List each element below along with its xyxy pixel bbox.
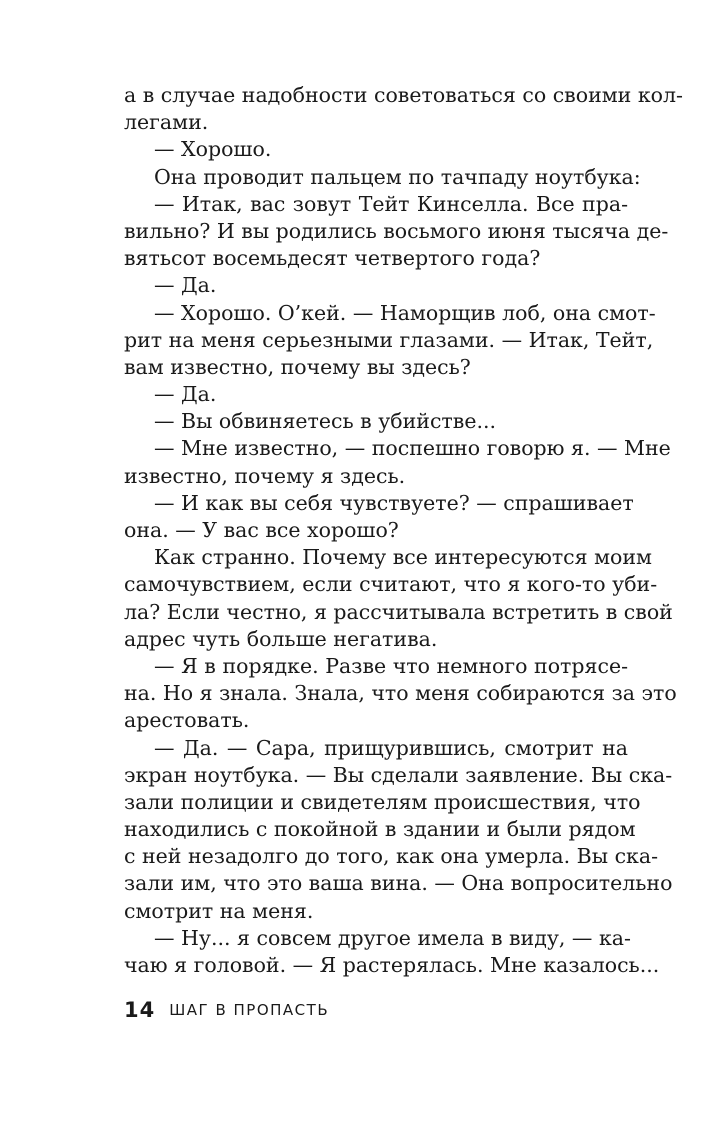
text-line: адрес чуть больше негатива. xyxy=(124,626,438,651)
text-line: легами. xyxy=(124,110,209,135)
text-line: — Я в порядке. Разве что немного потрясе- xyxy=(154,653,628,678)
text-line: — Да. — Сара, прищурившись, смотрит на xyxy=(154,735,628,760)
text-line: известно, почему я здесь. xyxy=(124,463,406,488)
text-line: — Ну... я совсем другое имела в виду, — ка- xyxy=(154,925,631,950)
text-line: вам известно, почему вы здесь? xyxy=(124,354,471,379)
text-line: — Вы обвиняетесь в убийстве... xyxy=(154,409,496,434)
text-line: Она проводит пальцем по тачпаду ноутбука: xyxy=(154,164,641,189)
text-line: вильно? И вы родились восьмого июня тысяча де- xyxy=(124,218,669,243)
text-line: — Хорошо. xyxy=(154,137,272,162)
text-line: экран ноутбука. — Вы сделали заявление. Вы ска- xyxy=(124,762,673,787)
text-line: — Итак, вас зовут Тейт Кинселла. Все пра- xyxy=(154,191,628,216)
text-line: с ней незадолго до того, как она умерла. Вы ска- xyxy=(124,844,659,869)
text-line: вятьсот восемьдесят четвертого года? xyxy=(124,246,541,271)
text-line: зали полиции и свидетелям происшествия, что xyxy=(124,789,641,814)
page-footer xyxy=(124,998,329,1022)
text-line: а в случае надобности советоваться со своими кол- xyxy=(124,83,683,107)
text-line: — Да. xyxy=(154,382,217,407)
text-line: чаю я головой. — Я растерялась. Мне казалось... xyxy=(124,953,660,977)
text-line: зали им, что это ваша вина. — Она вопросительно xyxy=(124,871,673,896)
text-line: рит на меня серьезными глазами. — Итак, Тейт, xyxy=(124,327,654,352)
text-line: — Да. xyxy=(154,273,217,298)
text-line: самочувствием, если считают, что я кого-то уби- xyxy=(124,572,658,597)
text-line: она. — У вас все хорошо? xyxy=(124,518,399,542)
text-line: Как странно. Почему все интересуются моим xyxy=(154,545,652,570)
text-line: смотрит на меня. xyxy=(124,898,314,923)
page-number: 14 xyxy=(124,998,156,1022)
text-line: на. Но я знала. Знала, что меня собираются за это xyxy=(124,681,677,706)
text-line: находились с покойной в здании и были рядом xyxy=(124,817,636,842)
text-line: — Мне известно, — поспешно говорю я. — Мне xyxy=(154,436,671,461)
running-title: ШАГ В ПРОПАСТЬ xyxy=(169,1001,330,1019)
text-line: арестовать. xyxy=(124,708,250,733)
text-line: — И как вы себя чувствуете? — спрашивает xyxy=(154,490,634,515)
text-line: ла? Если честно, я рассчитывала встретить в свой xyxy=(124,599,673,624)
page-body-text xyxy=(124,82,683,979)
text-line: — Хорошо. О’кей. — Наморщив лоб, она смот- xyxy=(154,300,656,325)
